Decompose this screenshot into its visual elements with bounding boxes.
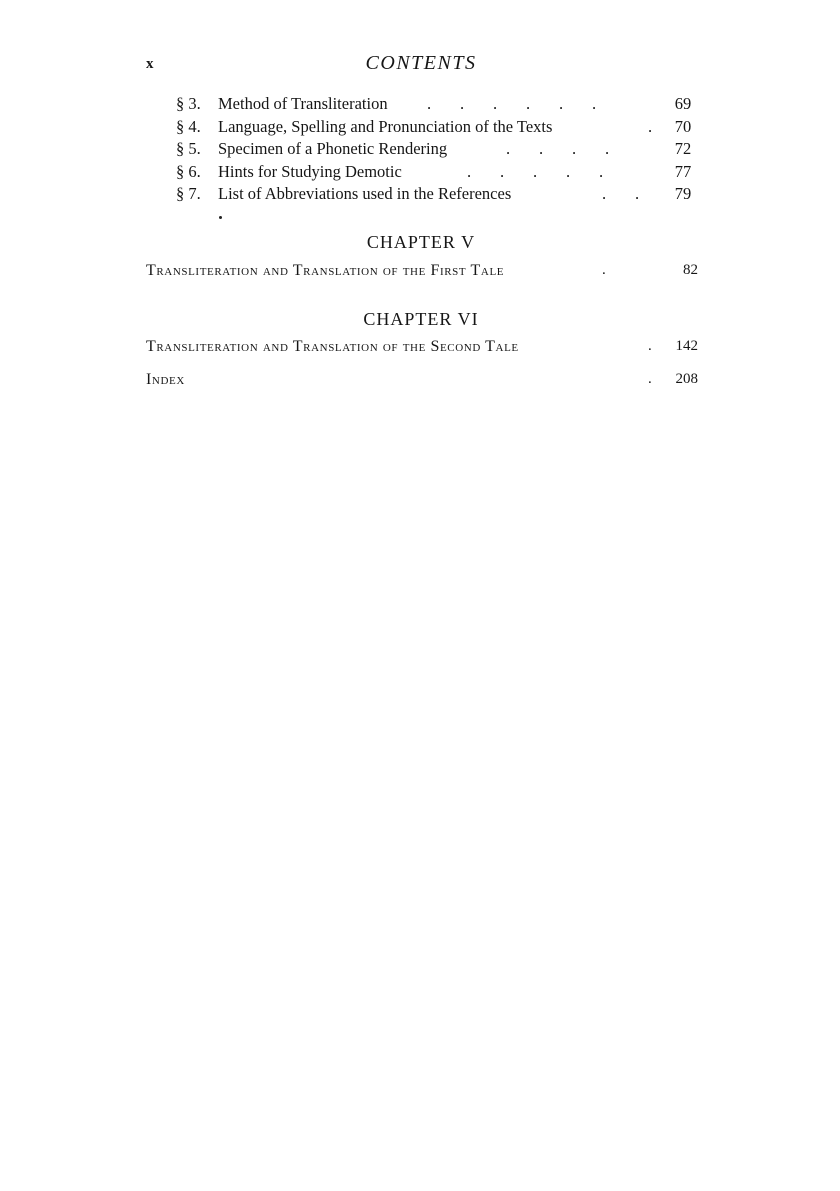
chapter-entry-title: Transliteration and Translation of the Second Tale — [146, 338, 519, 355]
section-number: § 5. — [176, 139, 201, 158]
stray-ink-mark — [219, 216, 222, 219]
section-title: Specimen of a Phonetic Rendering — [218, 139, 448, 158]
dot-leader: . — [648, 338, 653, 354]
section-title: Method of Transliteration — [218, 94, 388, 113]
page-reference: 208 — [675, 371, 698, 387]
running-head: CONTENTS — [365, 52, 477, 74]
dot-leaders: . . . . . — [467, 161, 604, 181]
dot-leader: . — [602, 262, 607, 278]
toc-section-row — [176, 183, 698, 206]
index-title: Index — [146, 371, 185, 388]
page-reference: 69 — [674, 94, 692, 113]
toc-section-row — [176, 161, 698, 184]
section-number: § 7. — [176, 184, 201, 203]
chapter-heading: CHAPTER VI — [363, 309, 479, 329]
page-reference: 72 — [674, 139, 692, 158]
page-reference: 70 — [674, 116, 692, 136]
page-reference: 79 — [674, 184, 692, 203]
section-number: § 6. — [176, 161, 201, 181]
section-title: List of Abbreviations used in the References — [218, 184, 512, 203]
page-reference: 77 — [674, 161, 692, 181]
section-title: Language, Spelling and Pronunciation of the Texts — [218, 116, 553, 136]
chapter-entry-title: Transliteration and Translation of the First Tale — [146, 262, 505, 279]
section-list — [176, 93, 698, 206]
dot-leaders: . . . . — [506, 139, 610, 158]
section-title: Hints for Studying Demotic — [218, 161, 402, 181]
page-reference: 142 — [675, 338, 698, 354]
page-number: x — [146, 56, 154, 72]
chapter-heading: CHAPTER V — [366, 232, 476, 252]
toc-chapter-entry — [146, 338, 698, 362]
dot-leaders: . — [648, 116, 653, 136]
dot-leaders: . . . . . . — [427, 94, 597, 113]
page-header — [146, 52, 696, 80]
section-number: § 4. — [176, 116, 201, 136]
toc-section-row — [176, 93, 698, 116]
dot-leaders: . . — [602, 184, 640, 203]
section-number: § 3. — [176, 94, 201, 113]
dot-leader: . — [648, 371, 653, 387]
toc-index-entry — [146, 371, 698, 395]
toc-section-row — [176, 138, 698, 161]
toc-section-row — [176, 116, 698, 139]
page-reference: 82 — [683, 262, 698, 278]
toc-chapter-entry — [146, 262, 698, 286]
